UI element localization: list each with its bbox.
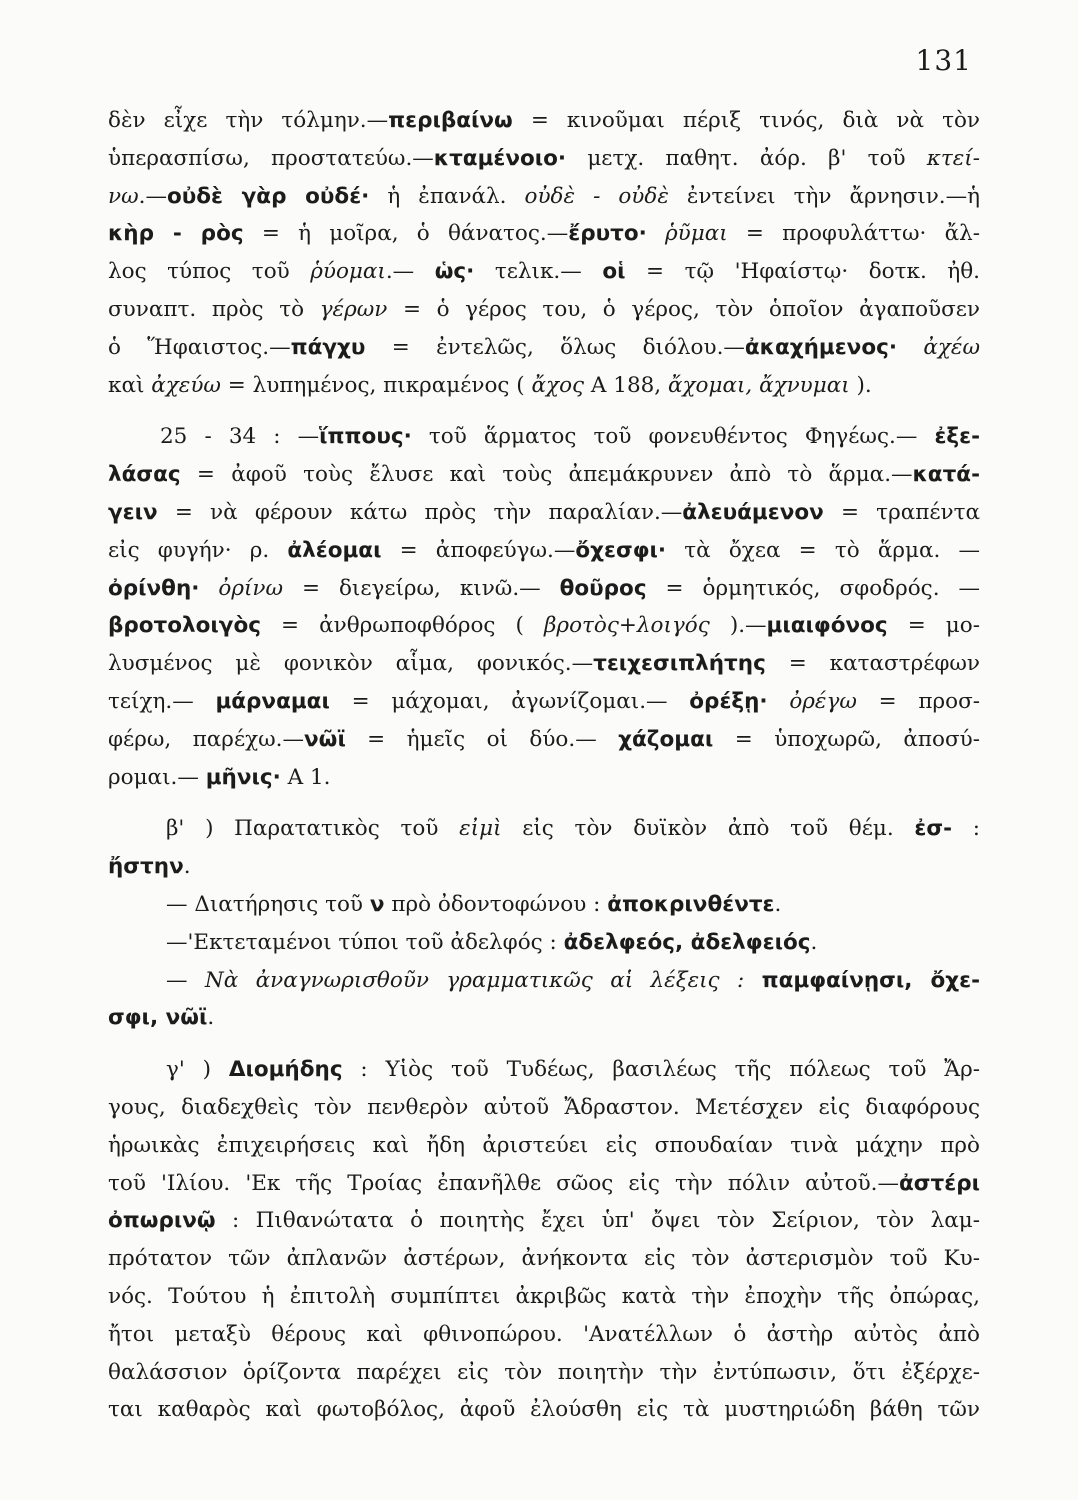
text-line: ται καθαρὸς καὶ φωτοβόλος, ἀφοῦ ἐλούσθη εἰς τὰ μυστηριώδη βάθη τῶν	[108, 1397, 980, 1423]
text-line: ὑπερασπίσω, προστατεύω.—κταμένοιο· μετχ. παθητ. ἀόρ. β' τοῦ κτεί-	[108, 145, 980, 171]
text-line: γειν = νὰ φέρουν κάτω πρὸς τὴν παραλίαν.—ἀλευάμενον = τραπέντα	[108, 499, 980, 525]
text-line: νός. Τούτου ἡ ἐπιτολὴ συμπίπτει ἀκριβῶς κατὰ τὴν ἐποχὴν τῆς ὀπώρας,	[108, 1283, 980, 1309]
paragraph-glossary-25-34	[108, 418, 980, 796]
text-line: ἤστην.	[108, 854, 191, 880]
text-line: σφι, νῶϊ.	[108, 1005, 215, 1031]
text-line: νω.—οὐδὲ γὰρ οὐδέ· ἡ ἐπανάλ. οὐδὲ - οὐδὲ ἐντείνει τὴν ἄρνησιν.—ἡ	[108, 183, 980, 209]
text-line: ὀρίνθη· ὀρίνω = διεγείρω, κινῶ.— θοῦρος = ὁρμητικός, σφοδρός. —	[108, 575, 980, 601]
text-line: θαλάσσιον ὁρίζοντα παρέχει εἰς τὸν ποιητὴν τὴν ἐντύπωσιν, ὅτι ἐξέρχε-	[108, 1359, 980, 1385]
text-line: κὴρ - ρὸς = ἡ μοῖρα, ὁ θάνατος.—ἔρυτο· ῥῦμαι = προφυλάττω· ἄλ-	[108, 221, 980, 247]
text-line: —'Εκτεταμένοι τύποι τοῦ ἀδελφός : ἀδελφεός, ἀδελφειός.	[166, 929, 818, 955]
text-line: γ' ) Διομήδης : Υἱὸς τοῦ Τυδέως, βασιλέως τῆς πόλεως τοῦ Ἄρ-	[166, 1057, 980, 1083]
page-number: 131	[915, 44, 972, 77]
text-line: δὲν εἶχε τὴν τόλμην.—περιβαίνω = κινοῦμαι πέριξ τινός, διὰ νὰ τὸν	[108, 108, 980, 133]
text-line: φέρω, παρέχω.—νῶϊ = ἡμεῖς οἱ δύο.— χάζομαι = ὑποχωρῶ, ἀποσύ-	[108, 726, 980, 752]
text-line: ἤτοι μεταξὺ θέρους καὶ φθινοπώρου. 'Ανατέλλων ὁ ἀστὴρ αὐτὸς ἀπὸ	[108, 1321, 980, 1347]
text-line: ἡρωικὰς ἐπιχειρήσεις καὶ ἤδη ἀριστεύει εἰς σπουδαίαν τινὰ μάχην πρὸ	[108, 1132, 980, 1158]
text-line: β' ) Παρατατικὸς τοῦ εἰμὶ εἰς τὸν δυϊκὸν ἀπὸ τοῦ θέμ. ἐσ- :	[166, 816, 980, 842]
text-line: γους, διαδεχθεὶς τὸν πενθερὸν αὐτοῦ Ἄδραστον. Μετέσχεν εἰς διαφόρους	[108, 1094, 980, 1120]
text-line: πρότατον τῶν ἀπλανῶν ἀστέρων, ἀνήκοντα εἰς τὸν ἀστερισμὸν τοῦ Κυ-	[108, 1246, 980, 1272]
text-line: τείχη.— μάρναμαι = μάχομαι, ἀγωνίζομαι.— ὀρέξῃ· ὀρέγω = προσ-	[108, 688, 980, 714]
text-line: ὁ Ἥφαιστος.—πάγχυ = ἐντελῶς, ὅλως διόλου.—ἀκαχήμενος· ἀχέω	[108, 334, 980, 360]
text-line: συναπτ. πρὸς τὸ γέρων = ὁ γέρος του, ὁ γέρος, τὸν ὁποῖον ἀγαποῦσεν	[108, 296, 980, 322]
text-line: λος τύπος τοῦ ῥύομαι.— ὡς· τελικ.— οἱ = τῷ 'Ηφαίστῳ· δοτκ. ἠθ.	[108, 259, 980, 285]
text-line: βροτολοιγὸς = ἀνθρωποφθόρος ( βροτὸς+λοιγός ).—μιαιφόνος = μο-	[108, 613, 980, 639]
text-line: λυσμένος μὲ φονικὸν αἷμα, φονικός.—τειχεσιπλήτης = καταστρέφων	[108, 651, 980, 677]
text-line: καὶ ἀχεύω = λυπημένος, πικραμένος ( ἄχος Α 188, ἄχομαι, ἄχνυμαι ).	[108, 372, 872, 398]
paragraph-diomedes	[108, 1051, 980, 1429]
text-line: ρομαι.— μῆνις· Α 1.	[108, 764, 331, 790]
text-line: εἰς φυγήν· ρ. ἀλέομαι = ἀποφεύγω.—ὄχεσφι· τὰ ὄχεα = τὸ ἅρμα. —	[108, 537, 980, 563]
text-line: — Νὰ ἀναγνωρισθοῦν γραμματικῶς αἱ λέξεις : παμφαίνῃσι, ὄχε-	[166, 967, 980, 993]
text-line: τοῦ 'Ιλίου. 'Εκ τῆς Τροίας ἐπανῆλθε σῶος εἰς τὴν πόλιν αὐτοῦ.—ἀστέρι	[108, 1170, 980, 1196]
text-line: — Διατήρησις τοῦ ν πρὸ ὀδοντοφώνου : ἀποκρινθέντε.	[166, 891, 782, 917]
text-line: 25 - 34 : —ἵππους· τοῦ ἅρματος τοῦ φονευθέντος Φηγέως.— ἐξε-	[160, 424, 980, 450]
page-body	[108, 102, 980, 1429]
paragraph-glossary-1	[108, 102, 980, 404]
text-line: λάσας = ἀφοῦ τοὺς ἔλυσε καὶ τοὺς ἀπεμάκρυνεν ἀπὸ τὸ ἅρμα.—κατά-	[108, 462, 980, 488]
text-line: ὀπωρινῷ : Πιθανώτατα ὁ ποιητὴς ἔχει ὑπ' ὄψει τὸν Σείριον, τὸν λαμ-	[108, 1208, 980, 1234]
paragraph-grammar-notes	[108, 810, 980, 1037]
